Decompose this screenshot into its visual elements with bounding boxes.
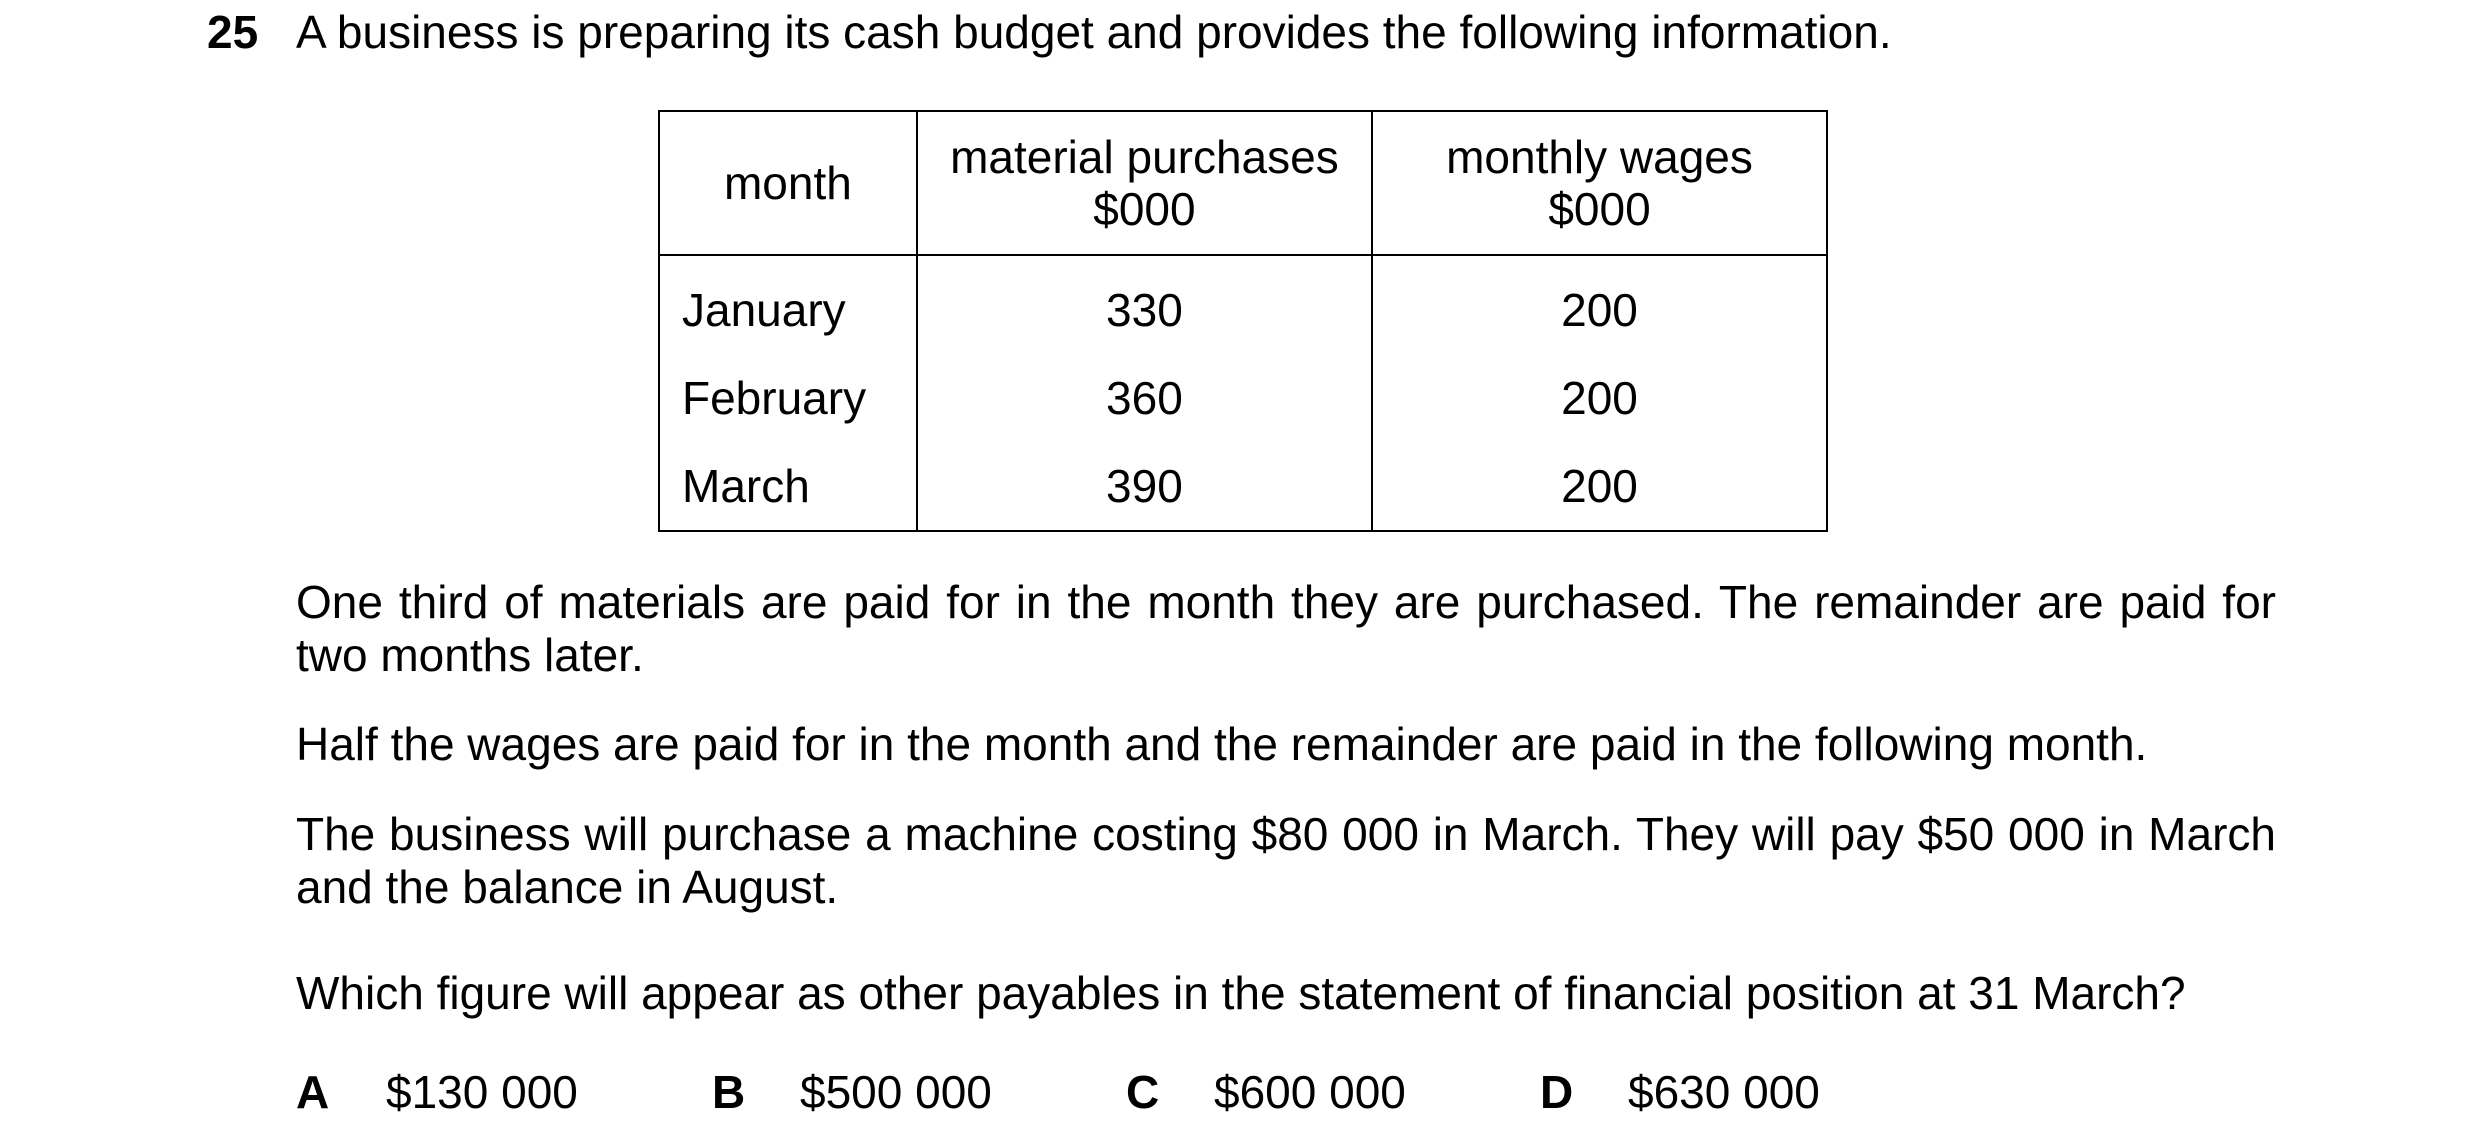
table-header-row [659,111,1827,255]
option-d-value[interactable]: $630 000 [1628,1066,1820,1118]
option-c-value[interactable]: $600 000 [1214,1066,1406,1118]
row-month: March [659,442,917,531]
table-row [659,442,1827,531]
header-month: month [659,111,917,255]
question-stem: A business is preparing its cash budget and provides the following information. [296,6,1892,58]
header-material-purchases-unit: $000 [1093,183,1196,235]
header-material-purchases [917,111,1372,255]
row-materials: 330 [917,255,1372,354]
paragraph-wages-payment: Half the wages are paid for in the month and the remainder are paid in the following month. [296,718,2148,770]
row-wages: 200 [1372,255,1827,354]
row-wages: 200 [1372,442,1827,531]
answer-options [0,1066,2481,1126]
option-c-letter[interactable]: C [1126,1066,1160,1118]
cash-budget-table [658,110,1828,532]
table-row [659,354,1827,442]
option-b-value[interactable]: $500 000 [800,1066,992,1118]
paragraph-machine-purchase: The business will purchase a machine costing $80 000 in March. They will pay $50 000 in March and the balance in August. [296,808,2276,913]
header-monthly-wages-unit: $000 [1548,183,1651,235]
paragraph-materials-payment: One third of materials are paid for in the month they are purchased. The remainder are paid for two months later. [296,576,2276,681]
question-number: 25 [207,6,259,58]
question-prompt: Which figure will appear as other payables in the statement of financial position at 31 March? [296,967,2186,1019]
row-month: January [659,255,917,354]
header-monthly-wages-label: monthly wages [1446,131,1753,183]
option-a-value[interactable]: $130 000 [386,1066,578,1118]
row-month: February [659,354,917,442]
option-b-letter[interactable]: B [712,1066,746,1118]
row-materials: 390 [917,442,1372,531]
header-material-purchases-label: material purchases [950,131,1339,183]
row-wages: 200 [1372,354,1827,442]
option-a-letter[interactable]: A [296,1066,330,1118]
table-row [659,255,1827,354]
option-d-letter[interactable]: D [1540,1066,1574,1118]
row-materials: 360 [917,354,1372,442]
header-monthly-wages [1372,111,1827,255]
